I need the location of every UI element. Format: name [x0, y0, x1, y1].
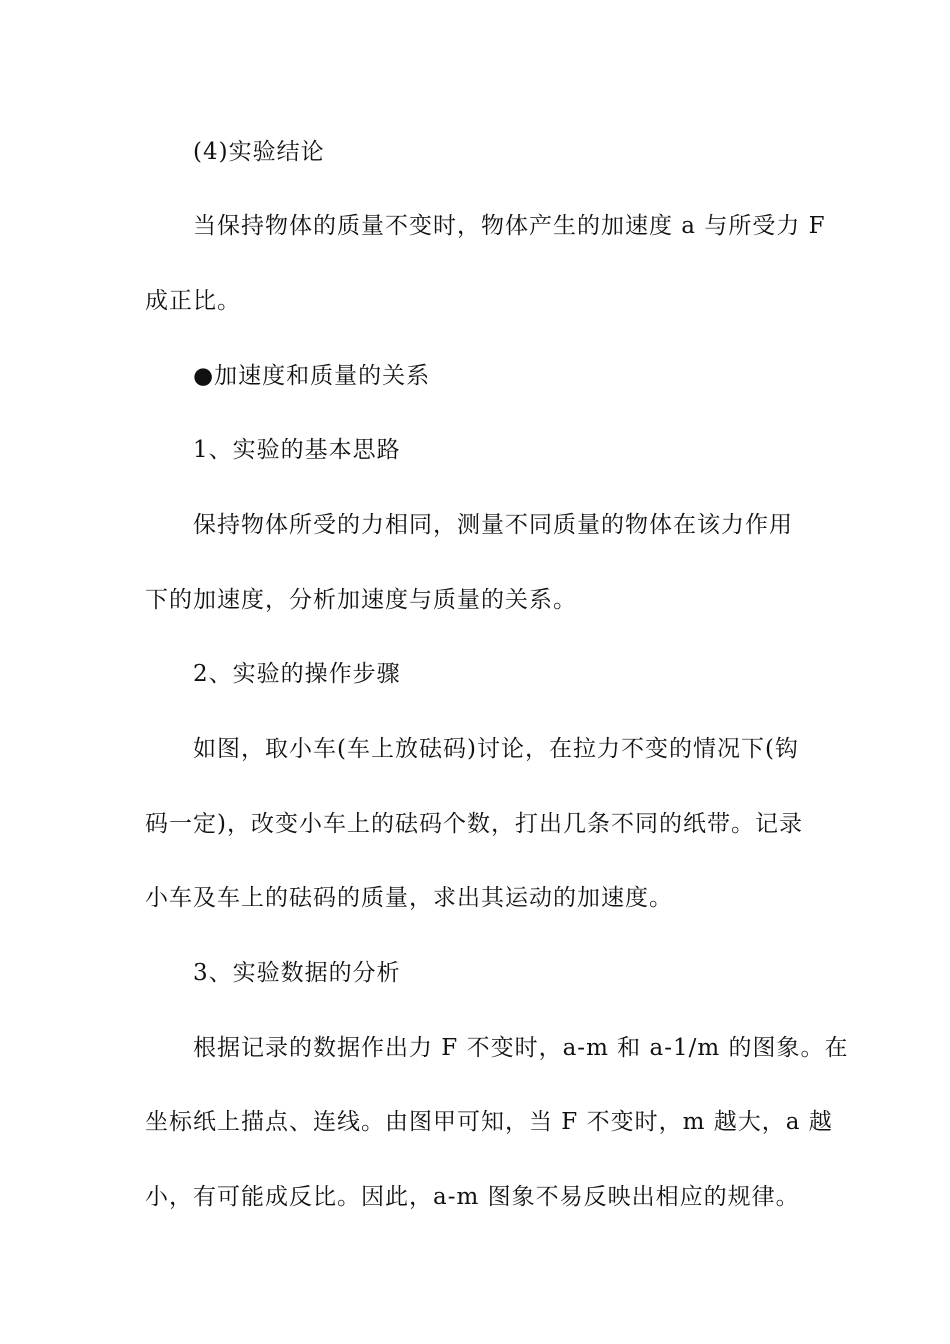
paragraph-line: 小，有可能成反比。因此，a-m 图象不易反映出相应的规律。: [145, 1184, 800, 1210]
paragraph-line: 保持物体所受的力相同，测量不同质量的物体在该力作用: [193, 512, 793, 538]
paragraph-line: 小车及车上的砝码的质量，求出其运动的加速度。: [145, 885, 673, 911]
paragraph-line: 如图，取小车(车上放砝码)讨论，在拉力不变的情况下(钩: [193, 736, 799, 762]
subheading-data-analysis: 3、实验数据的分析: [193, 960, 401, 986]
bullet-heading-acceleration-mass: ●加速度和质量的关系: [193, 363, 431, 389]
paragraph-line: 下的加速度，分析加速度与质量的关系。: [145, 587, 577, 613]
paragraph-line: 成正比。: [145, 288, 241, 314]
paragraph-line: 坐标纸上描点、连线。由图甲可知，当 F 不变时，m 越大，a 越: [145, 1109, 833, 1135]
paragraph-line: 当保持物体的质量不变时，物体产生的加速度 a 与所受力 F: [193, 213, 826, 239]
paragraph-line: 根据记录的数据作出力 F 不变时，a-m 和 a-1/m 的图象。在: [193, 1035, 849, 1061]
subheading-basic-idea: 1、实验的基本思路: [193, 437, 401, 463]
paragraph-line: 码一定)，改变小车上的砝码个数，打出几条不同的纸带。记录: [145, 811, 803, 837]
section-heading-conclusion: (4)实验结论: [193, 139, 325, 165]
subheading-procedure: 2、实验的操作步骤: [193, 661, 401, 687]
